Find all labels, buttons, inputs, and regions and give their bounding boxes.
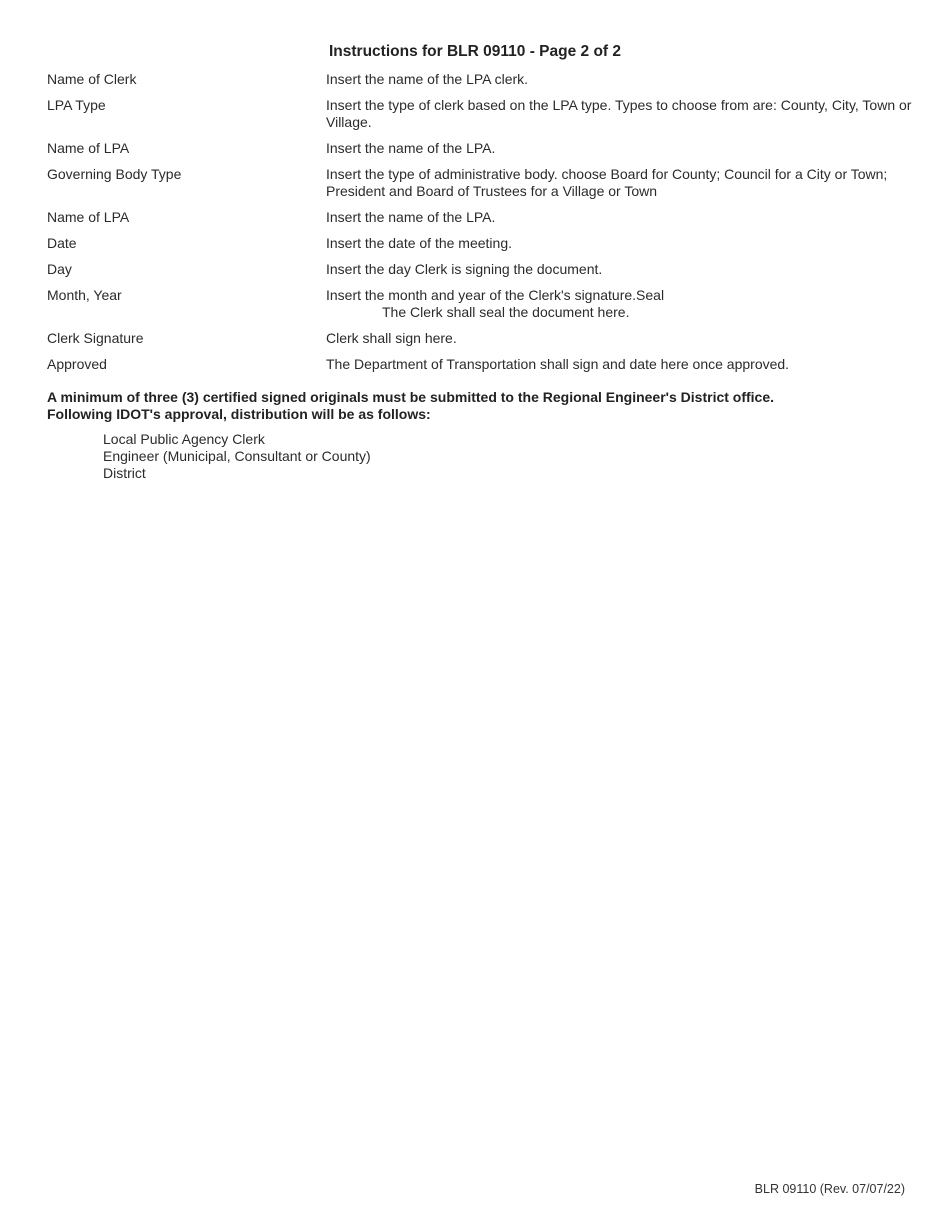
row-description: Insert the type of administrative body. choose Board for County; Council for a City or Town; President and Board of Trustees for a Village or Town <box>326 166 888 199</box>
row-label: Approved <box>47 356 107 372</box>
submission-notice <box>47 389 907 423</box>
row-description: Clerk shall sign here. <box>326 330 457 346</box>
row-label: Governing Body Type <box>47 166 182 182</box>
row-label: Name of Clerk <box>47 71 137 87</box>
instruction-row-month-year <box>47 287 917 321</box>
distribution-list <box>103 431 371 482</box>
instruction-row-clerk-signature <box>47 330 917 347</box>
row-description: Insert the name of the LPA. <box>326 140 496 156</box>
instruction-row-governing-body-type <box>47 166 917 200</box>
instruction-row-day <box>47 261 917 278</box>
row-description-text: Insert the month and year of the Clerk's signature.Seal <box>326 287 665 303</box>
row-label: Name of LPA <box>47 209 130 225</box>
row-label: Day <box>47 261 72 277</box>
row-description: Insert the name of the LPA clerk. <box>326 71 529 87</box>
instruction-table <box>47 71 917 382</box>
distribution-item: District <box>103 465 146 481</box>
row-description <box>326 287 917 321</box>
seal-instruction: The Clerk shall seal the document here. <box>382 304 630 320</box>
instruction-row-name-of-clerk <box>47 71 917 88</box>
notice-line-2: Following IDOT's approval, distribution will be as follows: <box>47 406 431 422</box>
row-description: Insert the type of clerk based on the LPA type. Types to choose from are: County, City, Town or Village. <box>326 97 912 130</box>
instruction-row-name-of-lpa <box>47 140 917 157</box>
row-label: LPA Type <box>47 97 106 113</box>
instruction-row-date <box>47 235 917 252</box>
notice-line-1: A minimum of three (3) certified signed originals must be submitted to the Regional Engineer's District office. <box>47 389 775 405</box>
row-label: Clerk Signature <box>47 330 144 346</box>
instruction-row-name-of-lpa-2 <box>47 209 917 226</box>
instruction-row-approved <box>47 356 917 373</box>
page-title: Instructions for BLR 09110 - Page 2 of 2 <box>329 43 621 60</box>
row-description: The Department of Transportation shall sign and date here once approved. <box>326 356 790 372</box>
instruction-row-lpa-type <box>47 97 917 131</box>
row-description: Insert the day Clerk is signing the document. <box>326 261 603 277</box>
row-description: Insert the name of the LPA. <box>326 209 496 225</box>
row-label: Date <box>47 235 77 251</box>
form-revision-footer: BLR 09110 (Rev. 07/07/22) <box>754 1182 905 1196</box>
distribution-item: Local Public Agency Clerk <box>103 431 265 447</box>
row-description: Insert the date of the meeting. <box>326 235 513 251</box>
distribution-item: Engineer (Municipal, Consultant or County) <box>103 448 371 464</box>
row-label: Name of LPA <box>47 140 130 156</box>
row-label: Month, Year <box>47 287 122 303</box>
